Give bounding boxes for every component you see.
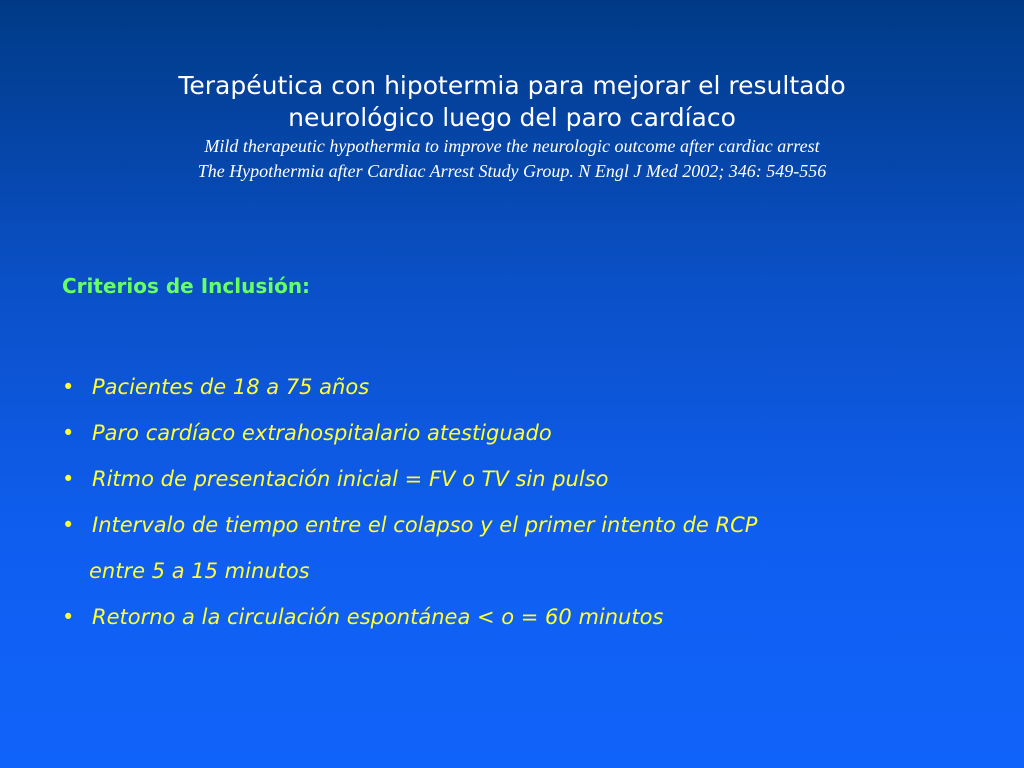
criteria-text: Paro cardíaco extrahospitalario atestiguado xyxy=(92,421,552,445)
citation: The Hypothermia after Cardiac Arrest Study Group. N Engl J Med 2002; 346: 549-556 xyxy=(197,161,827,181)
title-line-2: neurológico luego del paro cardíaco xyxy=(288,103,736,132)
bullet-icon: • xyxy=(62,605,75,629)
title-line-1: Terapéutica con hipotermia para mejorar el resultado xyxy=(178,71,846,100)
criteria-text: Ritmo de presentación inicial = FV o TV sin pulso xyxy=(92,467,609,491)
bullet-icon: • xyxy=(62,375,75,399)
section-heading: Criterios de Inclusión: xyxy=(62,274,311,298)
criteria-list xyxy=(62,364,757,640)
list-item xyxy=(62,364,757,410)
criteria-text: Pacientes de 18 a 75 años xyxy=(92,375,370,399)
criteria-text: Intervalo de tiempo entre el colapso y el primer intento de RCP xyxy=(92,513,758,537)
criteria-continuation-text: entre 5 a 15 minutos xyxy=(89,559,310,583)
bullet-icon: • xyxy=(62,421,75,445)
english-title: Mild therapeutic hypothermia to improve the neurologic outcome after cardiac arrest xyxy=(204,136,820,156)
list-item xyxy=(62,456,757,502)
bullet-icon: • xyxy=(62,513,75,537)
list-item xyxy=(62,594,757,640)
criteria-text: Retorno a la circulación espontánea < o = 60 minutos xyxy=(92,605,664,629)
title-block xyxy=(0,70,1024,184)
list-item xyxy=(62,502,757,548)
list-item xyxy=(62,410,757,456)
list-item-continuation xyxy=(62,548,757,594)
bullet-icon: • xyxy=(62,467,75,491)
